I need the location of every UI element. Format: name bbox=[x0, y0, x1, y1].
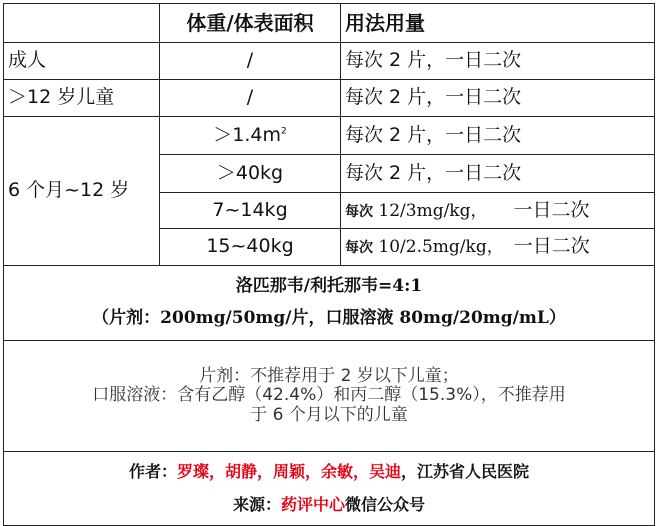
dose-cell bbox=[341, 193, 655, 229]
header-cell-weight: 体重/体表面积 bbox=[160, 4, 341, 43]
group-child-over-12: ＞12 岁儿童 bbox=[4, 80, 160, 117]
credits-row bbox=[4, 452, 655, 526]
warning-line: 口服溶液：含有乙醇（42.4%）和丙二醇（15.3%），不推荐用 bbox=[92, 385, 566, 406]
weight-cell: / bbox=[160, 43, 341, 80]
dose-cell: 每次 2 片，一日二次 bbox=[341, 155, 655, 193]
source-label: 来源： bbox=[232, 494, 281, 514]
dosage-table bbox=[3, 3, 655, 526]
weight-bsa-value: ＞1.4m bbox=[213, 123, 281, 146]
header-cell-group bbox=[4, 4, 160, 43]
dose-tail: 一日二次 bbox=[513, 198, 590, 221]
header-cell-dose: 用法用量 bbox=[341, 4, 655, 43]
dose-cell bbox=[341, 229, 655, 266]
weight-cell bbox=[160, 117, 341, 155]
dose-prefix: 每次 bbox=[345, 203, 373, 220]
warnings-row bbox=[4, 341, 655, 452]
ratio-note-row bbox=[4, 266, 655, 341]
credits-cell bbox=[4, 452, 655, 526]
table-row bbox=[4, 43, 655, 80]
ratio-note-line1: 洛匹那韦/利托那韦=4:1 bbox=[235, 276, 423, 297]
ratio-note-cell bbox=[4, 266, 655, 341]
dose-cell: 每次 2 片，一日二次 bbox=[341, 80, 655, 117]
dose-main: 10/2.5mg/kg， bbox=[373, 237, 504, 258]
group-adult: 成人 bbox=[4, 43, 160, 80]
dose-main: 12/3mg/kg， bbox=[373, 200, 488, 221]
dose-cell: 每次 2 片，一日二次 bbox=[341, 43, 655, 80]
dose-tail: 一日二次 bbox=[513, 235, 590, 258]
weight-cell: 7~14kg bbox=[160, 193, 341, 229]
table-row bbox=[4, 117, 655, 155]
source-tail: 微信公众号 bbox=[345, 494, 426, 514]
warning-line: 于 6 个月以下的儿童 bbox=[250, 404, 408, 425]
warning-line: 片剂：不推荐用于 2 岁以下儿童； bbox=[199, 365, 459, 386]
author-institution: ，江苏省人民医院 bbox=[401, 462, 530, 482]
weight-cell: ＞40kg bbox=[160, 155, 341, 193]
source-name: 药评中心 bbox=[280, 494, 345, 514]
weight-cell: / bbox=[160, 80, 341, 117]
header-row bbox=[4, 4, 655, 43]
source-line bbox=[8, 496, 650, 514]
dose-cell: 每次 2 片，一日二次 bbox=[341, 117, 655, 155]
table-row bbox=[4, 80, 655, 117]
ratio-note-line2: （片剂：200mg/50mg/片，口服溶液 80mg/20mg/mL） bbox=[92, 308, 566, 328]
author-label: 作者： bbox=[128, 462, 177, 482]
weight-bsa-exponent: 2 bbox=[281, 126, 287, 137]
author-line bbox=[8, 463, 650, 481]
weight-cell: 15~40kg bbox=[160, 229, 341, 266]
author-names: 罗璨，胡静，周颖，余敏，吴迪 bbox=[176, 462, 401, 482]
warnings-cell bbox=[4, 341, 655, 452]
group-child-6m-12y: 6 个月~12 岁 bbox=[4, 117, 160, 266]
dose-prefix: 每次 bbox=[345, 240, 373, 257]
